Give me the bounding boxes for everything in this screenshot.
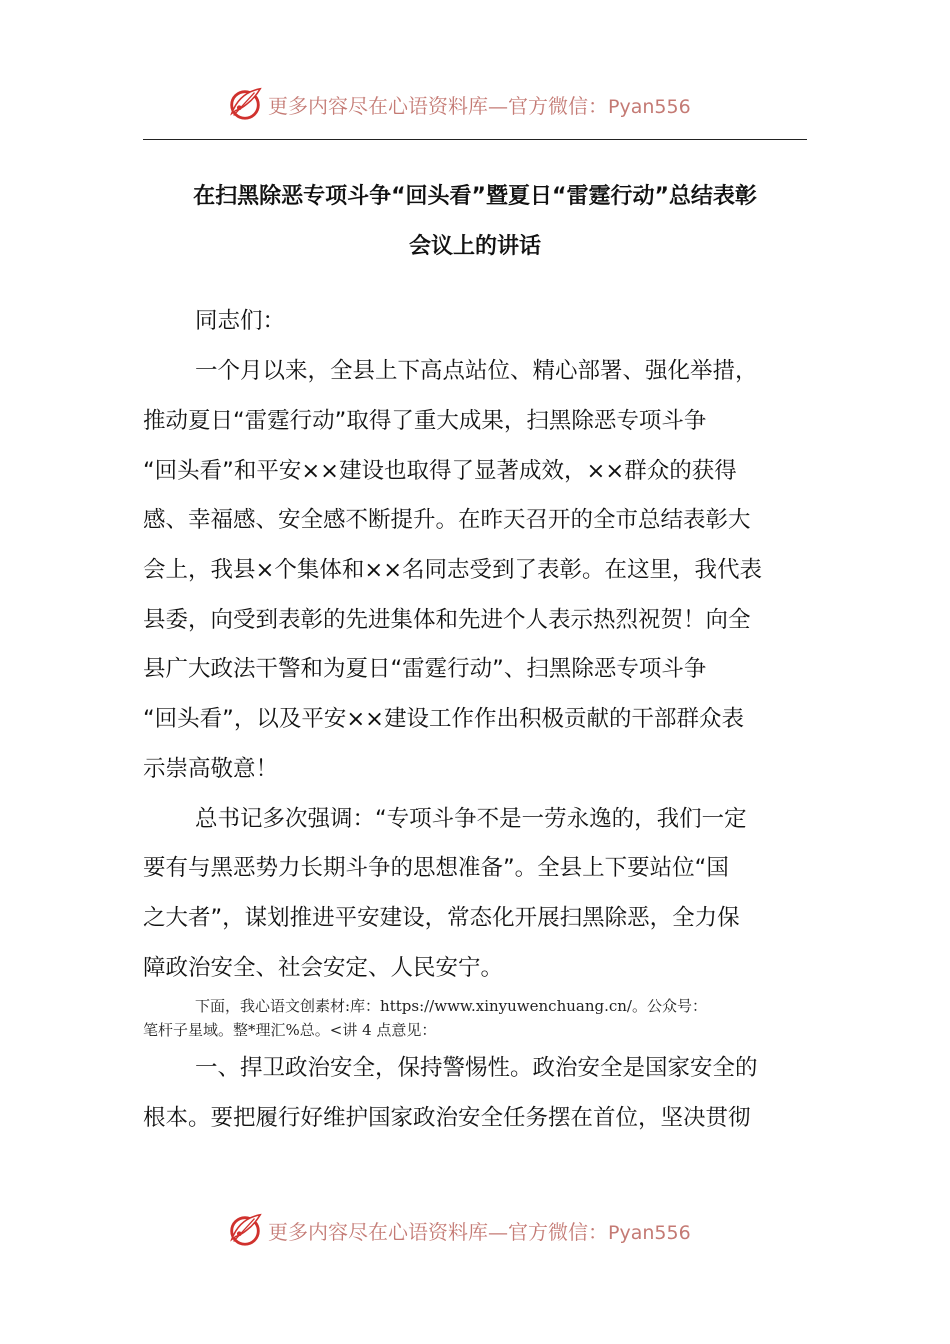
body-line: 推动夏日“雷霆行动”取得了重大成果，扫黑除恶专项斗争	[143, 408, 707, 434]
document-title-line-1: 在扫黑除恶专项斗争“回头看”暨夏日“雷霆行动”总结表彰	[193, 184, 757, 209]
body-line: “回头看”和平安××建设也取得了显著成效，××群众的获得	[143, 458, 737, 484]
section-heading-line: 一、捍卫政治安全，保持警惕性。政治安全是国家安全的	[195, 1055, 758, 1081]
body-line: 会上，我县×个集体和××名同志受到了表彰。在这里，我代表	[143, 557, 763, 583]
body-line: 县委，向受到表彰的先进集体和先进个人表示热烈祝贺！向全	[143, 607, 751, 633]
body-line: 根本。要把履行好维护国家政治安全任务摆在首位，坚决贯彻	[143, 1105, 751, 1131]
body-line: 总书记多次强调：“专项斗争不是一劳永逸的，我们一定	[195, 806, 747, 832]
header-rule	[143, 139, 807, 140]
body-line: 县广大政法干警和为夏日“雷霆行动”、扫黑除恶专项斗争	[143, 656, 707, 682]
footer-banner	[0, 1208, 950, 1252]
header-wechat-id: Pyan556	[608, 95, 691, 118]
body-line: 要有与黑恶势力长期斗争的思想准备”。全县上下要站位“国	[143, 855, 729, 881]
notice-line: 笔杆子星域。整*理汇%总。<讲 4 点意见：	[143, 1021, 437, 1039]
footer-banner-text: 更多内容尽在心语资料库—官方微信：Pyan556	[268, 1219, 691, 1244]
body-line: 之大者”，谋划推进平安建设，常态化开展扫黑除恶，全力保	[143, 905, 740, 931]
body-line: 一个月以来，全县上下高点站位、精心部署、强化举措，	[195, 358, 758, 384]
quill-logo-icon	[226, 1211, 264, 1249]
body-line: 障政治安全、社会安定、人民安宁。	[143, 955, 504, 981]
body-line: 示崇高敬意！	[143, 756, 279, 782]
salutation: 同志们：	[195, 308, 286, 334]
document-title-line-2: 会议上的讲话	[408, 234, 541, 259]
header-banner	[0, 82, 950, 126]
body-line: 感、幸福感、安全感不断提升。在昨天召开的全市总结表彰大	[143, 507, 751, 533]
quill-logo-icon	[226, 85, 264, 123]
footer-wechat-id: Pyan556	[608, 1221, 691, 1244]
notice-line: 下面，我心语文创素材:库：https://www.xinyuwenchuang.cn/。公众号：	[195, 997, 707, 1015]
header-banner-text: 更多内容尽在心语资料库—官方微信：Pyan556	[268, 93, 691, 118]
body-line: “回头看”，以及平安××建设工作作出积极贡献的干部群众表	[143, 706, 745, 732]
